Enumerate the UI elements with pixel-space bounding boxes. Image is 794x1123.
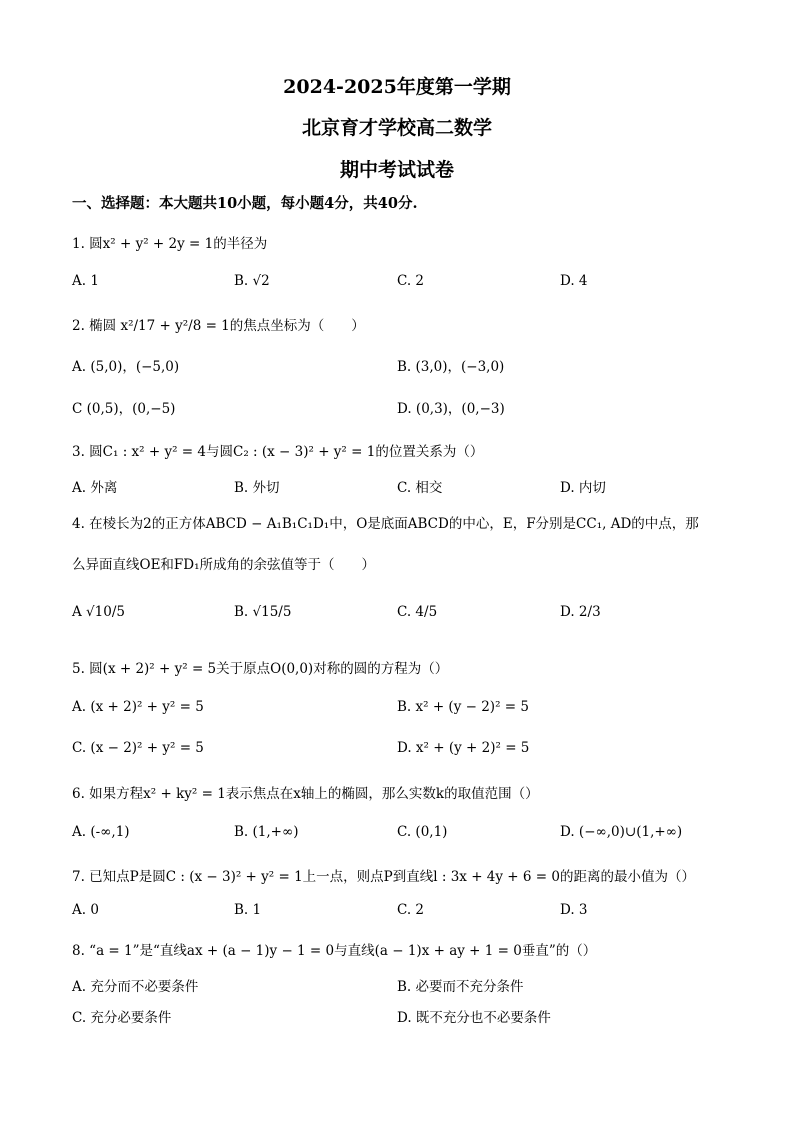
- q4-option-c: C. 4/5: [397, 604, 438, 620]
- header-term: 2024-2025年度第一学期: [283, 76, 511, 98]
- q4-option-b: B. √15/5: [234, 604, 292, 620]
- question-6-stem: 6. 如果方程x² + ky² = 1表示焦点在x轴上的椭圆，那么实数k的取值范围（）: [72, 786, 539, 802]
- question-7-stem: 7. 已知点P是圆C : (x − 3)² + y² = 1上一点，则点P到直线l : 3x + 4y + 6 = 0的距离的最小值为（）: [72, 869, 695, 885]
- q5-option-b: B. x² + (y − 2)² = 5: [397, 699, 529, 715]
- q7-option-b: B. 1: [234, 902, 262, 918]
- q5-option-c: C. (x − 2)² + y² = 5: [72, 740, 204, 756]
- q2-option-d: D. (0,3)，(0,−3): [397, 401, 505, 417]
- q6-option-b: B. (1,+∞): [234, 824, 299, 840]
- q6-option-c: C. (0,1): [397, 824, 448, 840]
- q2-option-b: B. (3,0)，(−3,0): [397, 359, 505, 375]
- q3-option-d: D. 内切: [560, 480, 606, 496]
- q4-option-d: D. 2/3: [560, 604, 601, 620]
- q8-option-c: C. 充分必要条件: [72, 1010, 172, 1026]
- q6-option-a: A. (-∞,1): [72, 824, 130, 840]
- question-4-stem-line2: 么异面直线OE和FD₁所成角的余弦值等于（ ）: [72, 557, 376, 573]
- header-exam: 期中考试试卷: [339, 159, 454, 181]
- q3-option-a: A. 外离: [72, 480, 118, 496]
- q7-option-c: C. 2: [397, 902, 425, 918]
- question-5-stem: 5. 圆(x + 2)² + y² = 5关于原点O(0,0)对称的圆的方程为（）: [72, 661, 449, 677]
- q6-option-d: D. (−∞,0)∪(1,+∞): [560, 824, 683, 840]
- question-1-stem: 1. 圆x² + y² + 2y = 1的半径为: [72, 236, 268, 252]
- q1-option-a: A. 1: [72, 273, 99, 289]
- q5-option-a: A. (x + 2)² + y² = 5: [72, 699, 204, 715]
- question-3-stem: 3. 圆C₁ : x² + y² = 4与圆C₂ : (x − 3)² + y² = 1的位置关系为（）: [72, 444, 484, 460]
- q8-option-a: A. 充分而不必要条件: [72, 979, 199, 995]
- q1-option-c: C. 2: [397, 273, 425, 289]
- header-school: 北京育才学校高二数学: [301, 117, 492, 139]
- question-8-stem: 8. “a = 1”是“直线ax + (a − 1)y − 1 = 0与直线(a − 1)x + ay + 1 = 0垂直”的（）: [72, 943, 597, 959]
- q2-option-a: A. (5,0)，(−5,0): [72, 359, 180, 375]
- q2-option-c: C (0,5)，(0,−5): [72, 401, 176, 417]
- q7-option-d: D. 3: [560, 902, 588, 918]
- q7-option-a: A. 0: [72, 902, 99, 918]
- section-heading: 一、选择题：本大题共10小题，每小题4分，共40分.: [72, 195, 418, 212]
- q8-option-b: B. 必要而不充分条件: [397, 979, 524, 995]
- question-4-stem-line1: 4. 在棱长为2的正方体ABCD − A₁B₁C₁D₁中，O是底面ABCD的中心，E，F分别是CC₁, AD的中点，那: [72, 516, 699, 532]
- q3-option-b: B. 外切: [234, 480, 280, 496]
- q1-option-d: D. 4: [560, 273, 588, 289]
- q3-option-c: C. 相交: [397, 480, 443, 496]
- q8-option-d: D. 既不充分也不必要条件: [397, 1010, 551, 1026]
- q4-option-a: A √10/5: [72, 604, 125, 620]
- q5-option-d: D. x² + (y + 2)² = 5: [397, 740, 530, 756]
- q1-option-b: B. √2: [234, 273, 270, 289]
- question-2-stem: 2. 椭圆 x²/17 + y²/8 = 1的焦点坐标为（ ）: [72, 318, 365, 334]
